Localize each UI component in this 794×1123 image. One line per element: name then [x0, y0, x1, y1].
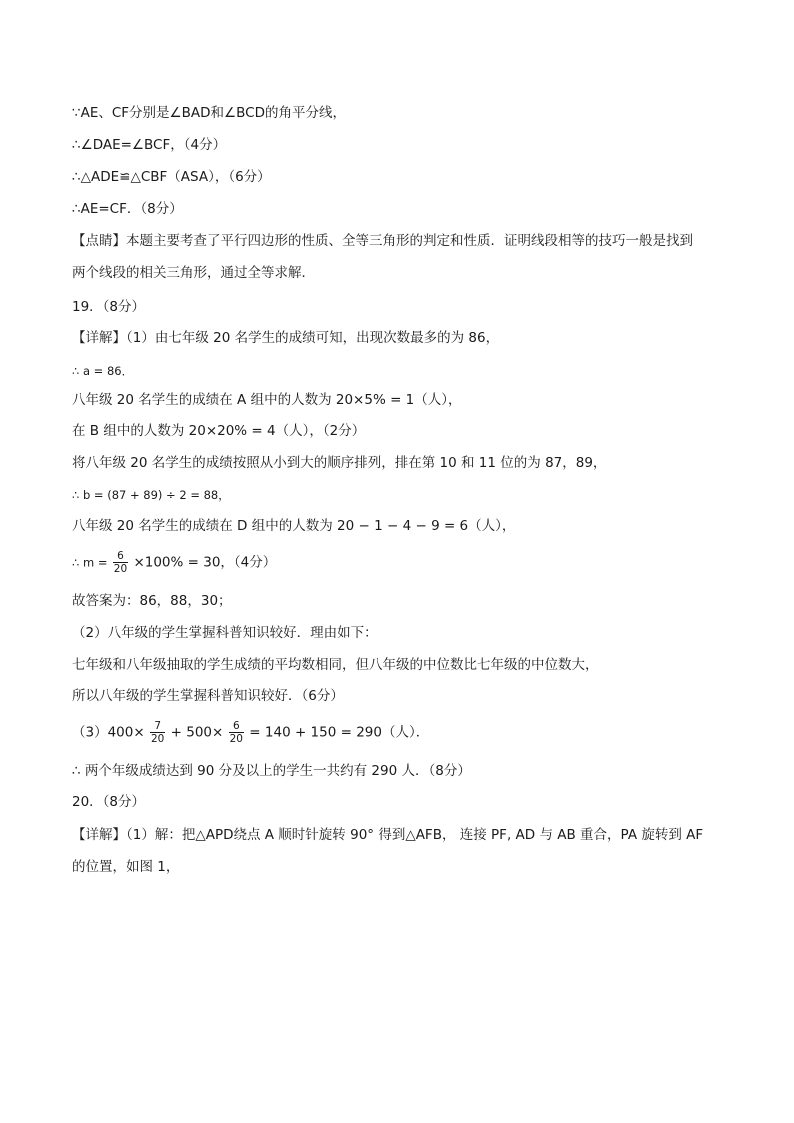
text-line: 八年级 20 名学生的成绩在 D 组中的人数为 20 − 1 − 4 − 9 = 6（人）， — [72, 518, 516, 534]
text-line: 两个线段的相关三角形，通过全等求解． — [72, 265, 315, 281]
text-line: 的位置，如图 1， — [72, 859, 180, 875]
text-line: ∴ b = (87 + 89) ÷ 2 = 88， — [72, 488, 230, 502]
fraction: $\frac{6}{20}$ — [113, 550, 128, 575]
text-line: ∴∠DAE=∠BCF，（4分） — [72, 137, 227, 153]
text-line: 八年级 20 名学生的成绩在 A 组中的人数为 20×5% = 1（人）， — [72, 392, 462, 408]
fraction: $\frac{6}{20}$ — [229, 720, 243, 745]
text-line: 【详解】（1）解：把△APD绕点 A 顺时针旋转 90° 得到△AFB， 连接 PF, AD 与 AB 重合，PA 旋转到 AF — [72, 827, 704, 843]
formula-suffix: ×100% = 30，（4分） — [133, 554, 277, 571]
calc-suffix: = 140 + 150 = 290（人）． — [249, 724, 430, 741]
text-line: 【详解】（1）由七年级 20 名学生的成绩可知，出现次数最多的为 86， — [72, 330, 500, 346]
calc-mid: + 500× — [170, 724, 224, 741]
text-line: 七年级和八年级抽取的学生成绩的平均数相同，但八年级的中位数比七年级的中位数大， — [72, 657, 599, 673]
text-line: ∵AE、CF分别是∠BAD和∠BCD的角平分线， — [72, 105, 346, 121]
formula-prefix: ∴ m = — [72, 555, 108, 570]
text-line: 在 B 组中的人数为 20×20% = 4（人），（2分） — [72, 423, 366, 439]
text-line: ∴△ADE≌△CBF（ASA），（6分） — [72, 169, 271, 185]
text-line: （2）八年级的学生掌握科普知识较好．理由如下： — [72, 625, 378, 641]
text-line: 将八年级 20 名学生的成绩按照从小到大的顺序排列，排在第 10 和 11 位的为 87，89， — [72, 455, 607, 471]
text-line: ∴AE=CF．（8分） — [72, 201, 183, 217]
formula-line-calc — [72, 720, 429, 745]
calc-prefix: （3）400× — [72, 724, 145, 741]
text-line: 【点睛】本题主要考查了平行四边形的性质、全等三角形的判定和性质．证明线段相等的技巧一般是找到 — [72, 233, 693, 249]
fraction: $\frac{7}{20}$ — [150, 720, 165, 745]
formula-line-m — [72, 550, 276, 575]
text-line: 故答案为：86，88，30； — [72, 593, 232, 609]
question-number: 19．（8分） — [72, 299, 146, 315]
text-line: ∴ 两个年级成绩达到 90 分及以上的学生一共约有 290 人．（8分） — [72, 763, 471, 779]
text-line: 所以八年级的学生掌握科普知识较好．（6分） — [72, 688, 344, 704]
question-number: 20．（8分） — [72, 794, 146, 810]
text-line: ∴ a = 86． — [72, 364, 134, 378]
